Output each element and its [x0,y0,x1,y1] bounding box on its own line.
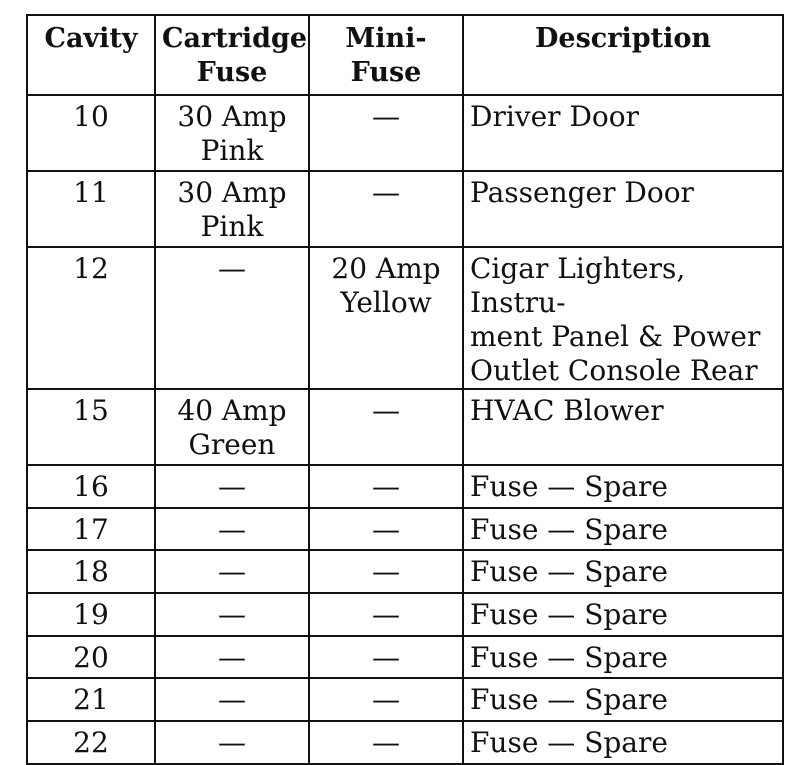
cavity-cell [27,171,155,247]
cavity-cell-line: 18 [73,555,109,589]
table-row [27,678,783,721]
table-row [27,636,783,679]
mini-fuse-cell [309,171,463,247]
cavity-cell-line: 10 [73,100,109,133]
cartridge-fuse-cell-line: Pink [200,210,264,243]
cavity-cell [27,389,155,465]
cartridge-fuse-cell [155,678,309,721]
table-row [27,550,783,593]
header-description-label: Description [535,23,711,54]
fuse-table [26,14,784,765]
cavity-cell [27,721,155,764]
cavity-cell-line: 11 [73,176,109,209]
cartridge-fuse-cell [155,95,309,171]
mini-fuse-cell [309,465,463,508]
cavity-cell [27,636,155,679]
mini-fuse-cell-line: — [372,100,400,133]
cartridge-fuse-cell [155,550,309,593]
description-cell [463,508,783,551]
description-cell-line: Fuse — Spare [470,470,668,503]
cartridge-fuse-cell-line: — [218,470,246,503]
mini-fuse-cell [309,721,463,764]
mini-fuse-cell [309,636,463,679]
mini-fuse-cell [309,95,463,171]
header-mini-fuse [309,15,463,95]
cavity-cell [27,550,155,593]
description-cell-line: Fuse — Spare [470,726,668,760]
cavity-cell-line: 20 [73,640,109,674]
mini-fuse-cell-line: — [372,555,400,589]
description-cell-line: Fuse — Spare [470,555,668,589]
mini-fuse-cell [309,389,463,465]
mini-fuse-cell [309,678,463,721]
cartridge-fuse-cell-line: Pink [200,134,264,167]
cavity-cell-line: 16 [73,470,109,503]
cartridge-fuse-cell-line: — [218,555,246,589]
mini-fuse-cell-line: — [372,470,400,503]
cavity-cell [27,593,155,636]
description-cell-line: Passenger Door [470,176,694,209]
description-cell [463,678,783,721]
cartridge-fuse-cell [155,593,309,636]
cavity-cell [27,508,155,551]
cartridge-fuse-cell-line: 30 Amp [177,100,287,133]
mini-fuse-cell-line: — [372,512,400,546]
cavity-cell [27,465,155,508]
description-cell [463,593,783,636]
description-cell [463,247,783,389]
cavity-cell-line: 17 [73,512,109,546]
cavity-cell [27,95,155,171]
cartridge-fuse-cell-line: — [218,640,246,674]
table-row [27,721,783,764]
description-cell [463,550,783,593]
description-cell-line: Cigar Lighters, Instru- [470,252,686,319]
mini-fuse-cell-line: — [372,598,400,632]
mini-fuse-cell-line: — [372,176,400,209]
header-cartridge-fuse [155,15,309,95]
header-cartridge-line2: Fuse [196,57,268,88]
table-row [27,247,783,389]
description-cell [463,171,783,247]
description-cell-line: Fuse — Spare [470,598,668,632]
cartridge-fuse-cell-line: — [218,726,246,760]
mini-fuse-cell-line: — [372,726,400,760]
table-row [27,508,783,551]
cartridge-fuse-cell [155,508,309,551]
header-cavity-label: Cavity [44,23,138,54]
mini-fuse-cell [309,550,463,593]
table-row [27,95,783,171]
description-cell-line: Fuse — Spare [470,640,668,674]
mini-fuse-cell-line: Yellow [340,286,432,319]
mini-fuse-cell-line: — [372,683,400,717]
header-description [463,15,783,95]
cartridge-fuse-cell [155,636,309,679]
cartridge-fuse-cell [155,247,309,389]
description-cell-line: ment Panel & Power [470,320,761,353]
description-cell [463,465,783,508]
cartridge-fuse-cell [155,171,309,247]
cartridge-fuse-cell-line: Green [188,428,276,461]
mini-fuse-cell-line: 20 Amp [331,252,441,285]
cavity-cell [27,678,155,721]
cartridge-fuse-cell-line: — [218,512,246,546]
cartridge-fuse-cell-line: — [218,252,246,285]
header-row [27,15,783,95]
mini-fuse-cell [309,247,463,389]
cartridge-fuse-cell [155,721,309,764]
description-cell [463,95,783,171]
cavity-cell-line: 15 [73,394,109,427]
cavity-cell [27,247,155,389]
cartridge-fuse-cell-line: — [218,598,246,632]
header-cavity [27,15,155,95]
table-row [27,593,783,636]
description-cell-line: HVAC Blower [470,394,664,427]
description-cell [463,721,783,764]
mini-fuse-cell [309,508,463,551]
description-cell-line: Fuse — Spare [470,683,668,717]
cavity-cell-line: 21 [73,683,109,717]
cavity-cell-line: 19 [73,598,109,632]
mini-fuse-cell [309,593,463,636]
cartridge-fuse-cell-line: — [218,683,246,717]
table-body [27,95,783,764]
description-cell [463,389,783,465]
cartridge-fuse-cell-line: 30 Amp [177,176,287,209]
description-cell-line: Outlet Console Rear [470,354,758,387]
description-cell [463,636,783,679]
cavity-cell-line: 12 [73,252,109,285]
table-row [27,465,783,508]
cartridge-fuse-cell-line: 40 Amp [177,394,287,427]
header-mini-line1: Mini- [345,23,427,54]
mini-fuse-cell-line: — [372,640,400,674]
table-row [27,389,783,465]
cartridge-fuse-cell [155,465,309,508]
description-cell-line: Driver Door [470,100,640,133]
header-mini-line2: Fuse [350,57,422,88]
mini-fuse-cell-line: — [372,394,400,427]
description-cell-line: Fuse — Spare [470,512,668,546]
header-cartridge-line1: Cartridge [162,23,308,54]
cavity-cell-line: 22 [73,726,109,760]
cartridge-fuse-cell [155,389,309,465]
table-row [27,171,783,247]
